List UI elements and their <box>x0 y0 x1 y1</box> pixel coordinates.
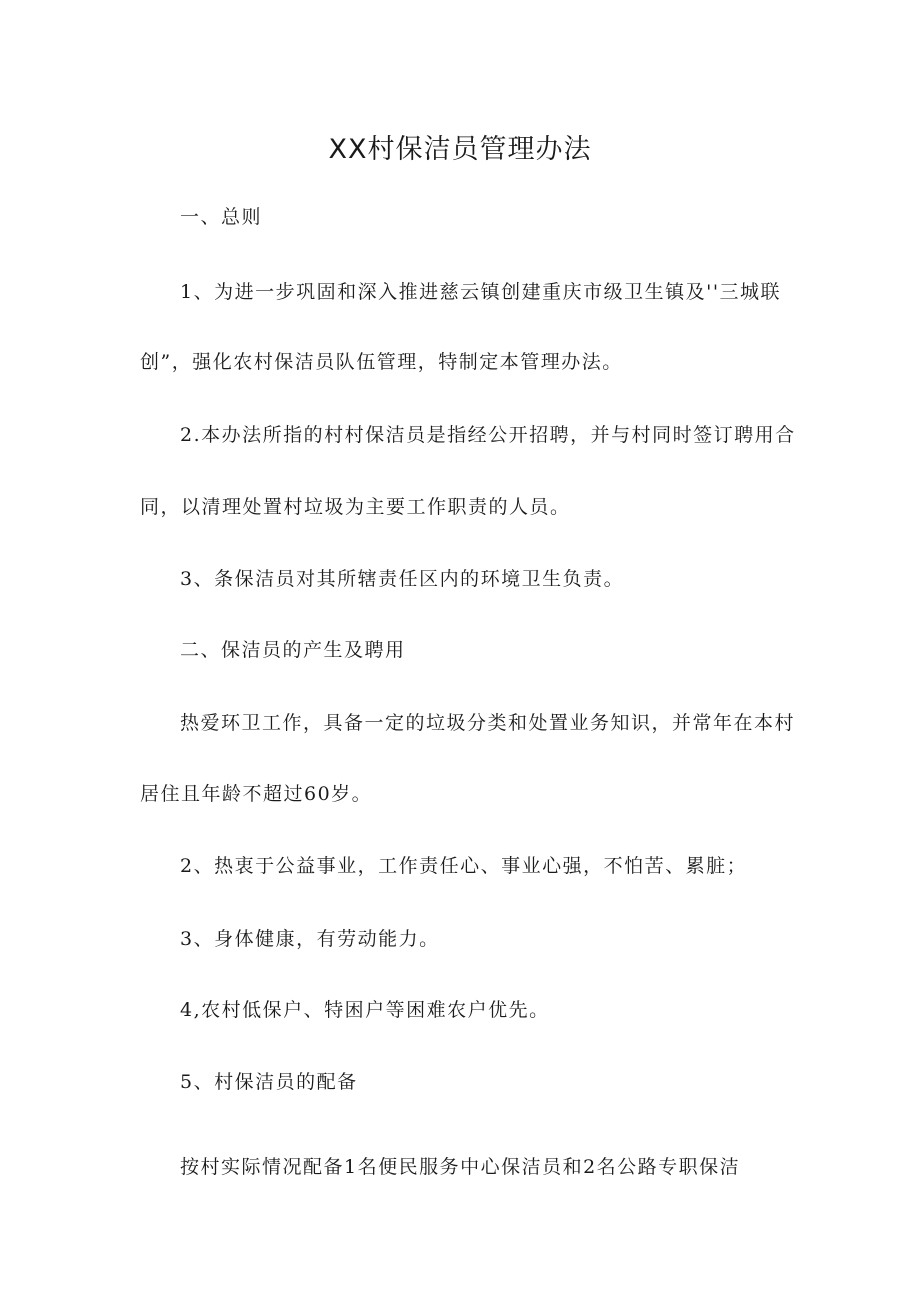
paragraph-line: 2、热衷于公益事业，工作责任心、事业心强，不怕苦、累脏； <box>180 855 748 877</box>
paragraph-line: 居住且年龄不超过60岁。 <box>140 783 373 805</box>
section-heading-recruitment: 二、保洁员的产生及聘用 <box>180 639 406 661</box>
paragraph-line: 3、条保洁员对其所辖责任区内的环境卫生负责。 <box>180 568 625 590</box>
paragraph-line: 5、村保洁员的配备 <box>180 1071 358 1093</box>
section-heading-general: 一、总则 <box>180 206 263 228</box>
paragraph-line: 热爱环卫工作，具备一定的垃圾分类和处置业务知识，并常年在本村 <box>180 712 796 734</box>
document-title: XX村保洁员管理办法 <box>328 134 592 165</box>
paragraph-line: 1、为进一步巩固和深入推进慈云镇创建重庆市级卫生镇及''三城联 <box>180 281 782 303</box>
paragraph-line: 创”，强化农村保洁员队伍管理，特制定本管理办法。 <box>140 351 623 373</box>
paragraph-line: 3、身体健康，有劳动能力。 <box>180 928 440 950</box>
paragraph-line: 同，以清理处置村垃圾为主要工作职责的人员。 <box>140 496 571 518</box>
paragraph-line: 按村实际情况配备1名便民服务中心保洁员和2名公路专职保洁 <box>180 1156 741 1178</box>
paragraph-line: 4,农村低保户、特困户等困难农户优先。 <box>180 999 550 1021</box>
paragraph-line: 2.本办法所指的村村保洁员是指经公开招聘，并与村同时签订聘用合 <box>180 424 796 446</box>
